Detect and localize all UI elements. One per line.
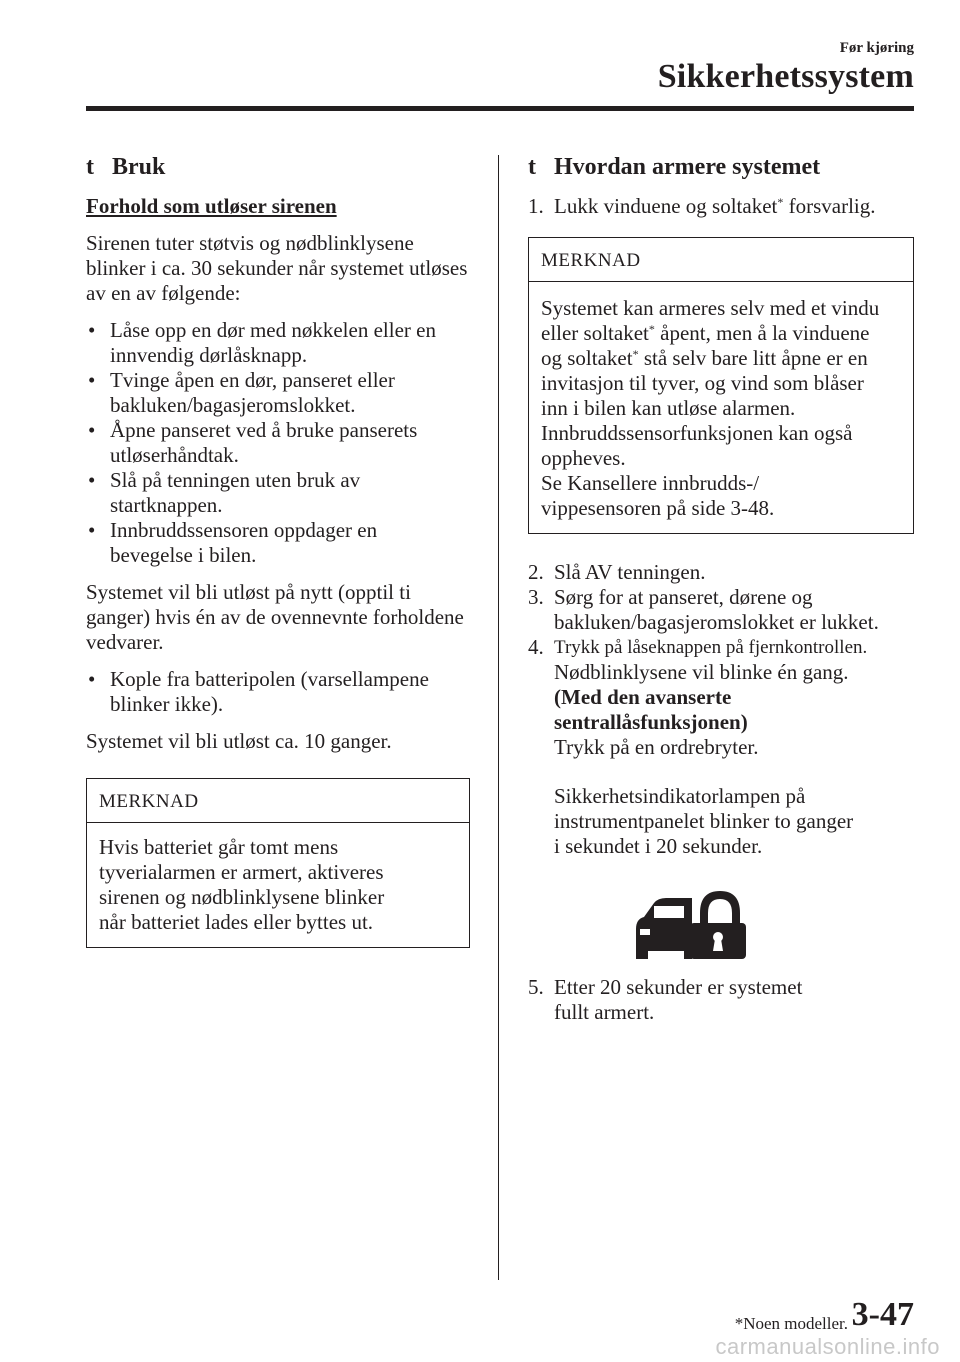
trigger-list	[86, 318, 470, 568]
note-label: MERKNAD	[529, 238, 913, 282]
step-3: 3. Sørg for at panseret, dørene og bakluken/bagasjeromslokket er lukket.	[528, 585, 879, 634]
list-item: • Kople fra batteripolen (varsellampene blinker ikke).	[86, 667, 470, 717]
section-marker: t	[528, 154, 536, 180]
note-label: MERKNAD	[87, 779, 469, 823]
header-rule	[86, 106, 914, 111]
subheading: Forhold som utløser sirenen	[86, 194, 337, 218]
note-body: Systemet kan armeres selv med et vindu eller soltaket* åpent, men å la vinduene og soltaket* stå selv bare litt åpne er en invitasjon til tyver, og vind som blåser inn i bilen kan utløse alarmen. Innbruddssensorfunksjonen kan også oppheves. Se Kansellere innbrudds-/ vippesensoren på side 3-48.	[541, 296, 880, 520]
car-padlock-security-indicator-icon	[632, 889, 748, 961]
watermark: carmanualsonline.info	[715, 1334, 940, 1359]
section-title-header: Sikkerhetssystem	[657, 58, 914, 95]
list-item: • Låse opp en dør med nøkkelen eller en innvendig dørlåsknapp.	[86, 318, 470, 368]
note-box-left	[86, 778, 470, 948]
steps-list-b	[528, 560, 914, 859]
battery-list	[86, 667, 470, 717]
list-item: • Slå på tenningen uten bruk av startknappen.	[86, 468, 470, 518]
page-number: 3-47	[851, 1296, 914, 1333]
step-2: 2. Slå AV tenningen.	[528, 560, 706, 584]
step-1: 1. Lukk vinduene og soltaket* forsvarlig.	[528, 194, 876, 218]
heading-bruk	[86, 152, 470, 182]
steps-list-c	[528, 975, 914, 1025]
repeat-paragraph: Systemet vil bli utløst på nytt (opptil ti ganger) hvis én av de ovennevnte forholdene vedvarer.	[86, 580, 464, 654]
list-item: • Innbruddssensoren oppdager en bevegelse i bilen.	[86, 518, 470, 568]
note-body: Hvis batteriet går tomt mens tyverialarmen er armert, aktiveres sirenen og nødblinklysene blinker når batteriet lades eller byttes ut.	[99, 835, 385, 934]
list-item: • Tvinge åpen en dør, panseret eller bakluken/bagasjeromslokket.	[86, 368, 470, 418]
footnote: *Noen modeller.	[734, 1314, 848, 1333]
chapter-label: Før kjøring	[839, 40, 914, 56]
section-marker: t	[86, 154, 94, 180]
step-5: 5. Etter 20 sekunder er systemet fullt armert.	[528, 975, 803, 1024]
right-column	[528, 152, 914, 1025]
heading-text: Bruk	[112, 154, 166, 180]
steps-list-a	[528, 194, 914, 219]
column-divider	[498, 155, 499, 1280]
heading-text: Hvordan armere systemet	[554, 154, 821, 180]
note-box-right	[528, 237, 914, 534]
list-item: • Åpne panseret ved å bruke panserets utløserhåndtak.	[86, 418, 470, 468]
left-column	[86, 152, 470, 948]
step-4: 4. Trykk på låseknappen på fjernkontrollen. Nødblinklysene vil blinke én gang. (Med den avanserte sentrallåsfunksjonen) Trykk på en ordrebryter. Sikkerhetsindikatorlampen på instrumentpanelet blinker to ganger i sekundet i 20 sekunder.	[528, 635, 868, 858]
count-paragraph: Systemet vil bli utløst ca. 10 ganger.	[86, 729, 392, 753]
intro-paragraph: Sirenen tuter støtvis og nødblinklysene blinker i ca. 30 sekunder når systemet utløses av en av følgende:	[86, 231, 468, 305]
heading-arm	[528, 152, 914, 182]
